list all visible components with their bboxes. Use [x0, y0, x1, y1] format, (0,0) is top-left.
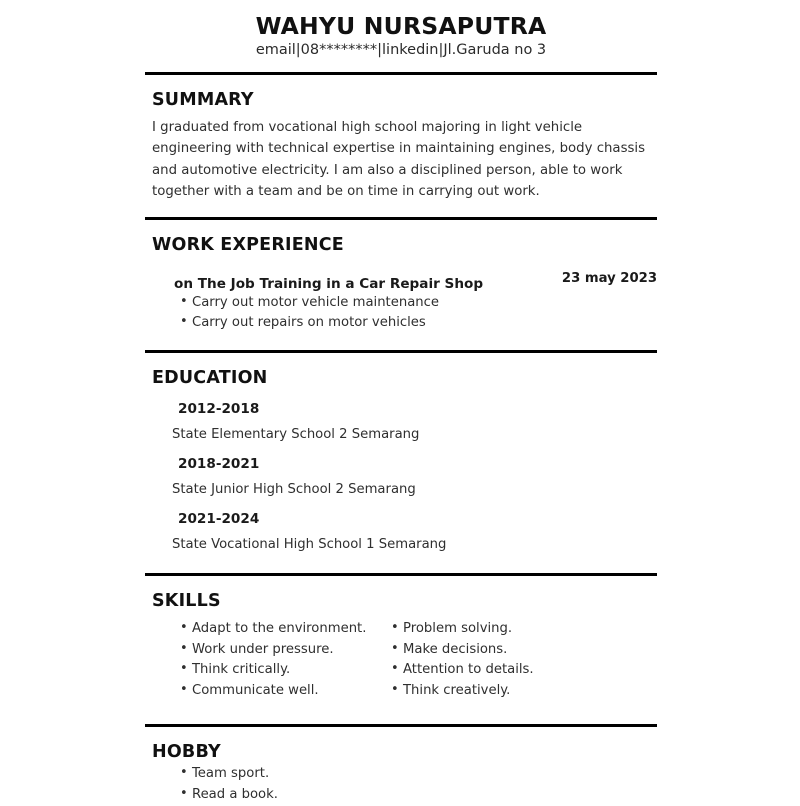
list-item: • Think creatively.: [403, 681, 645, 702]
contact-line: email|08********|linkedin|Jl.Garuda no 3: [255, 42, 547, 59]
list-item: • Make decisions.: [403, 640, 645, 661]
job-entry: [145, 271, 657, 291]
resume-content-column: [145, 0, 657, 806]
section-summary: [145, 90, 657, 203]
education-school: State Junior High School 2 Semarang: [172, 482, 416, 498]
list-item: • Communicate well.: [192, 681, 390, 702]
skills-list-right: [390, 619, 645, 701]
section-title-skills: SKILLS: [152, 591, 221, 612]
list-item: • Adapt to the environment.: [192, 619, 390, 640]
education-school: State Vocational High School 1 Semarang: [172, 537, 447, 553]
education-years: 2021-2024: [178, 511, 260, 528]
education-years: 2012-2018: [178, 401, 260, 418]
list-item: • Attention to details.: [403, 660, 645, 681]
divider-after-skills: [145, 724, 657, 727]
section-work-experience: [145, 235, 657, 334]
job-title: on The Job Training in a Car Repair Shop: [174, 275, 484, 292]
divider-after-education: [145, 573, 657, 576]
divider-after-header: [145, 72, 657, 75]
job-date: 23 may 2023: [561, 270, 657, 286]
skills-column-left: [145, 619, 390, 701]
section-education: [145, 368, 657, 552]
skills-columns: [145, 619, 657, 701]
section-title-hobby: HOBBY: [152, 742, 221, 763]
skills-column-right: [390, 619, 645, 701]
candidate-name: WAHYU NURSAPUTRA: [255, 12, 547, 40]
education-years: 2018-2021: [178, 456, 260, 473]
hobby-list: [145, 764, 657, 805]
section-title-summary: SUMMARY: [152, 89, 254, 110]
list-item: • Carry out repairs on motor vehicles: [192, 313, 657, 334]
summary-paragraph: I graduated from vocational high school majoring in light vehicle engineering with technical expertise in maintaining engines, body chassis and automotive electricity. I am also a disciplined person, able to work together with a team and be on time in carrying out work.: [152, 119, 646, 200]
section-title-work-experience: WORK EXPERIENCE: [152, 234, 344, 255]
divider-after-summary: [145, 217, 657, 220]
list-item: • Problem solving.: [403, 619, 645, 640]
list-item: • Team sport.: [192, 764, 657, 785]
section-skills: [145, 591, 657, 701]
skills-list-left: [145, 619, 390, 701]
education-school: State Elementary School 2 Semarang: [172, 427, 420, 443]
job-responsibility-list: [145, 293, 657, 334]
list-item: • Carry out motor vehicle maintenance: [192, 293, 657, 314]
list-item: • Think critically.: [192, 660, 390, 681]
divider-after-work-experience: [145, 350, 657, 353]
list-item: • Read a book.: [192, 785, 657, 806]
list-item: • Work under pressure.: [192, 640, 390, 661]
section-title-education: EDUCATION: [152, 368, 268, 389]
section-hobby: [145, 742, 657, 805]
